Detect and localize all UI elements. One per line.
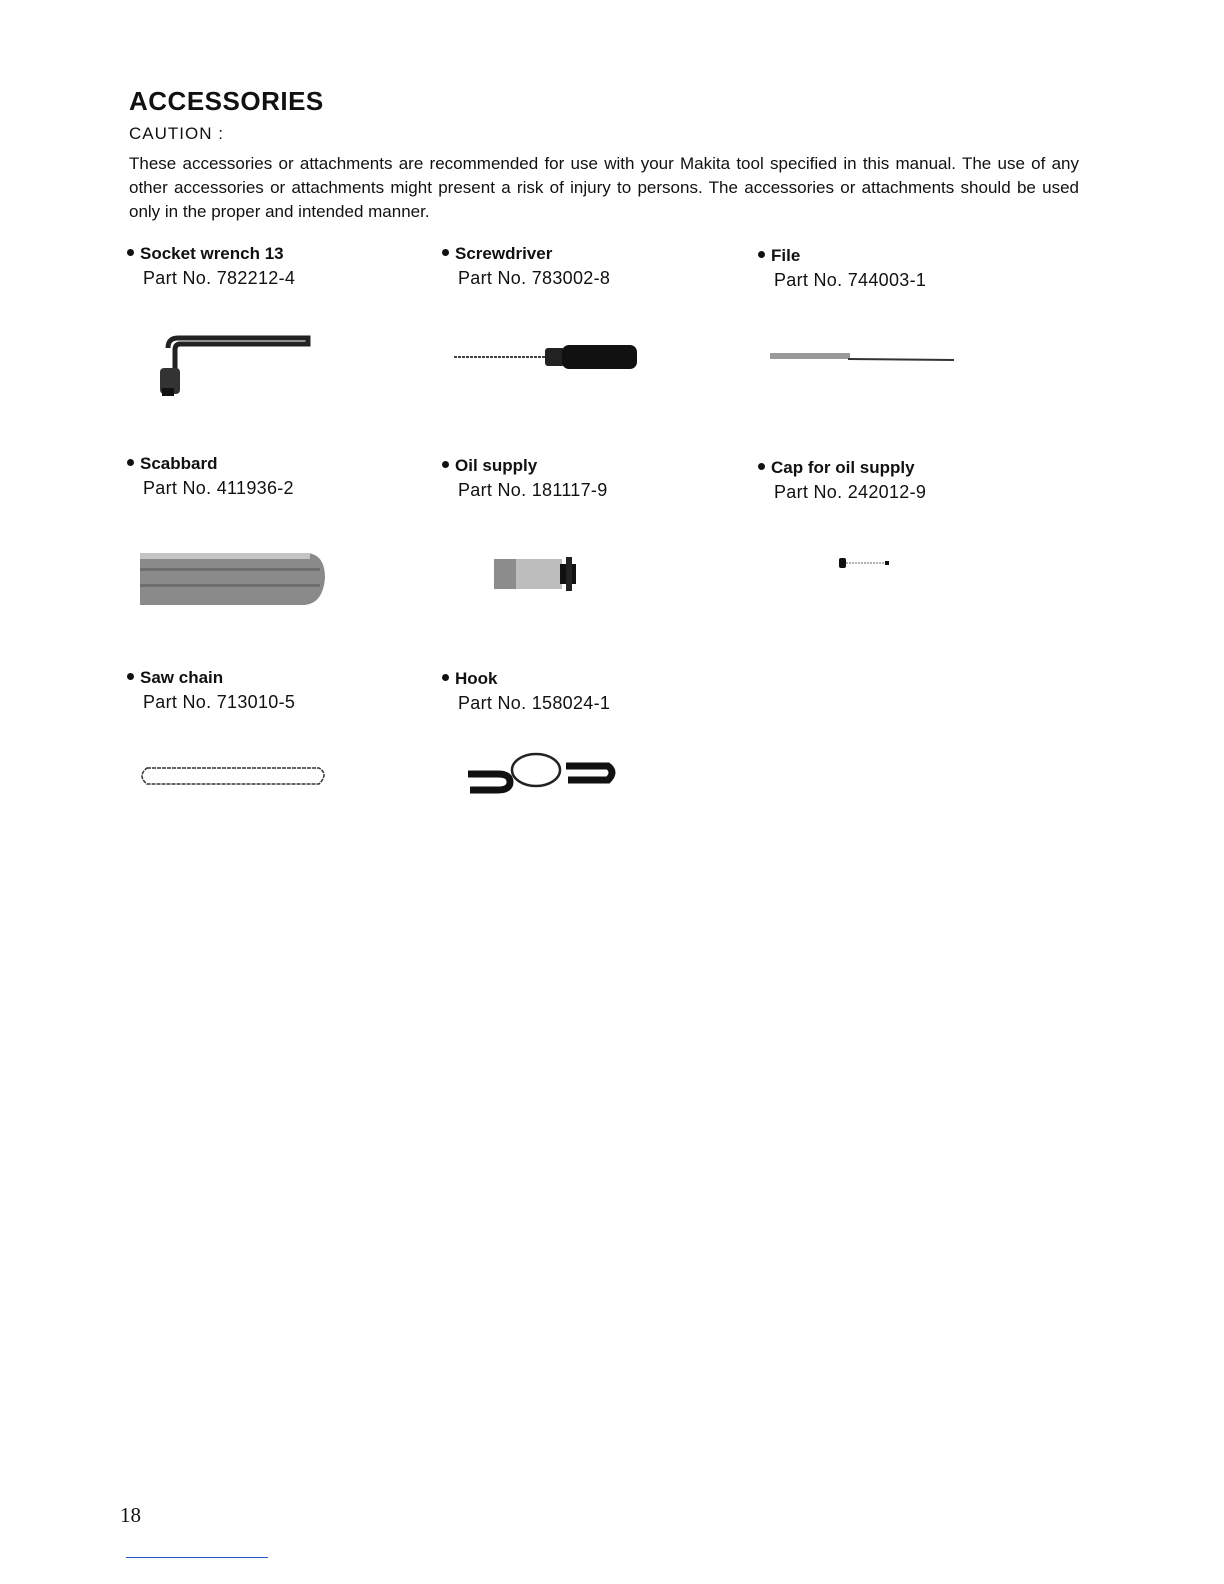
bullet-icon [127, 459, 134, 466]
item-name: Oil supply [455, 456, 538, 475]
accessory-saw-chain [127, 668, 427, 713]
saw-chain-icon [135, 762, 335, 790]
oil-supply-icon [490, 555, 585, 593]
accessory-cap-for-oil-supply [758, 458, 1058, 503]
item-name: Hook [455, 669, 498, 688]
accessory-screwdriver [442, 244, 742, 289]
bullet-icon [758, 463, 765, 470]
item-part-number: Part No. 782212-4 [143, 268, 296, 288]
item-name: File [771, 246, 801, 265]
page-heading: ACCESSORIES [129, 86, 324, 116]
item-name: Socket wrench 13 [140, 244, 284, 263]
scabbard-icon [135, 548, 330, 608]
file-icon [768, 350, 958, 366]
item-part-number: Part No. 242012-9 [774, 482, 927, 502]
page-number: 18 [120, 1503, 141, 1527]
caution-label: CAUTION : [129, 124, 224, 143]
hook-icon [458, 750, 618, 795]
item-part-number: Part No. 744003-1 [774, 270, 927, 290]
item-part-number: Part No. 181117-9 [458, 480, 608, 500]
bullet-icon [127, 249, 134, 256]
item-part-number: Part No. 411936-2 [143, 478, 294, 498]
bullet-icon [127, 673, 134, 680]
item-part-number: Part No. 783002-8 [458, 268, 611, 288]
screwdriver-icon [450, 342, 642, 372]
item-part-number: Part No. 158024-1 [458, 693, 611, 713]
accessory-scabbard [127, 454, 427, 499]
bullet-icon [758, 251, 765, 258]
item-part-number: Part No. 713010-5 [143, 692, 296, 712]
item-name: Screwdriver [455, 244, 553, 263]
caution-text: These accessories or attachments are recommended for use with your Makita tool specified in this manual. The use of any other accessories or attachments might present a risk of injury to persons. The accessories or attachments should be used only in the proper and intended manner. [129, 154, 1079, 221]
socket-wrench-icon [150, 330, 315, 400]
bullet-icon [442, 674, 449, 681]
item-name: Scabbard [140, 454, 218, 473]
bullet-icon [442, 461, 449, 468]
item-name: Cap for oil supply [771, 458, 915, 477]
footer-rule [126, 1557, 268, 1558]
item-name: Saw chain [140, 668, 224, 687]
bullet-icon [442, 249, 449, 256]
oil-cap-icon [836, 556, 894, 570]
accessory-socket-wrench [127, 244, 427, 289]
accessory-hook [442, 669, 742, 714]
accessory-file [758, 246, 1058, 291]
accessory-oil-supply [442, 456, 742, 501]
